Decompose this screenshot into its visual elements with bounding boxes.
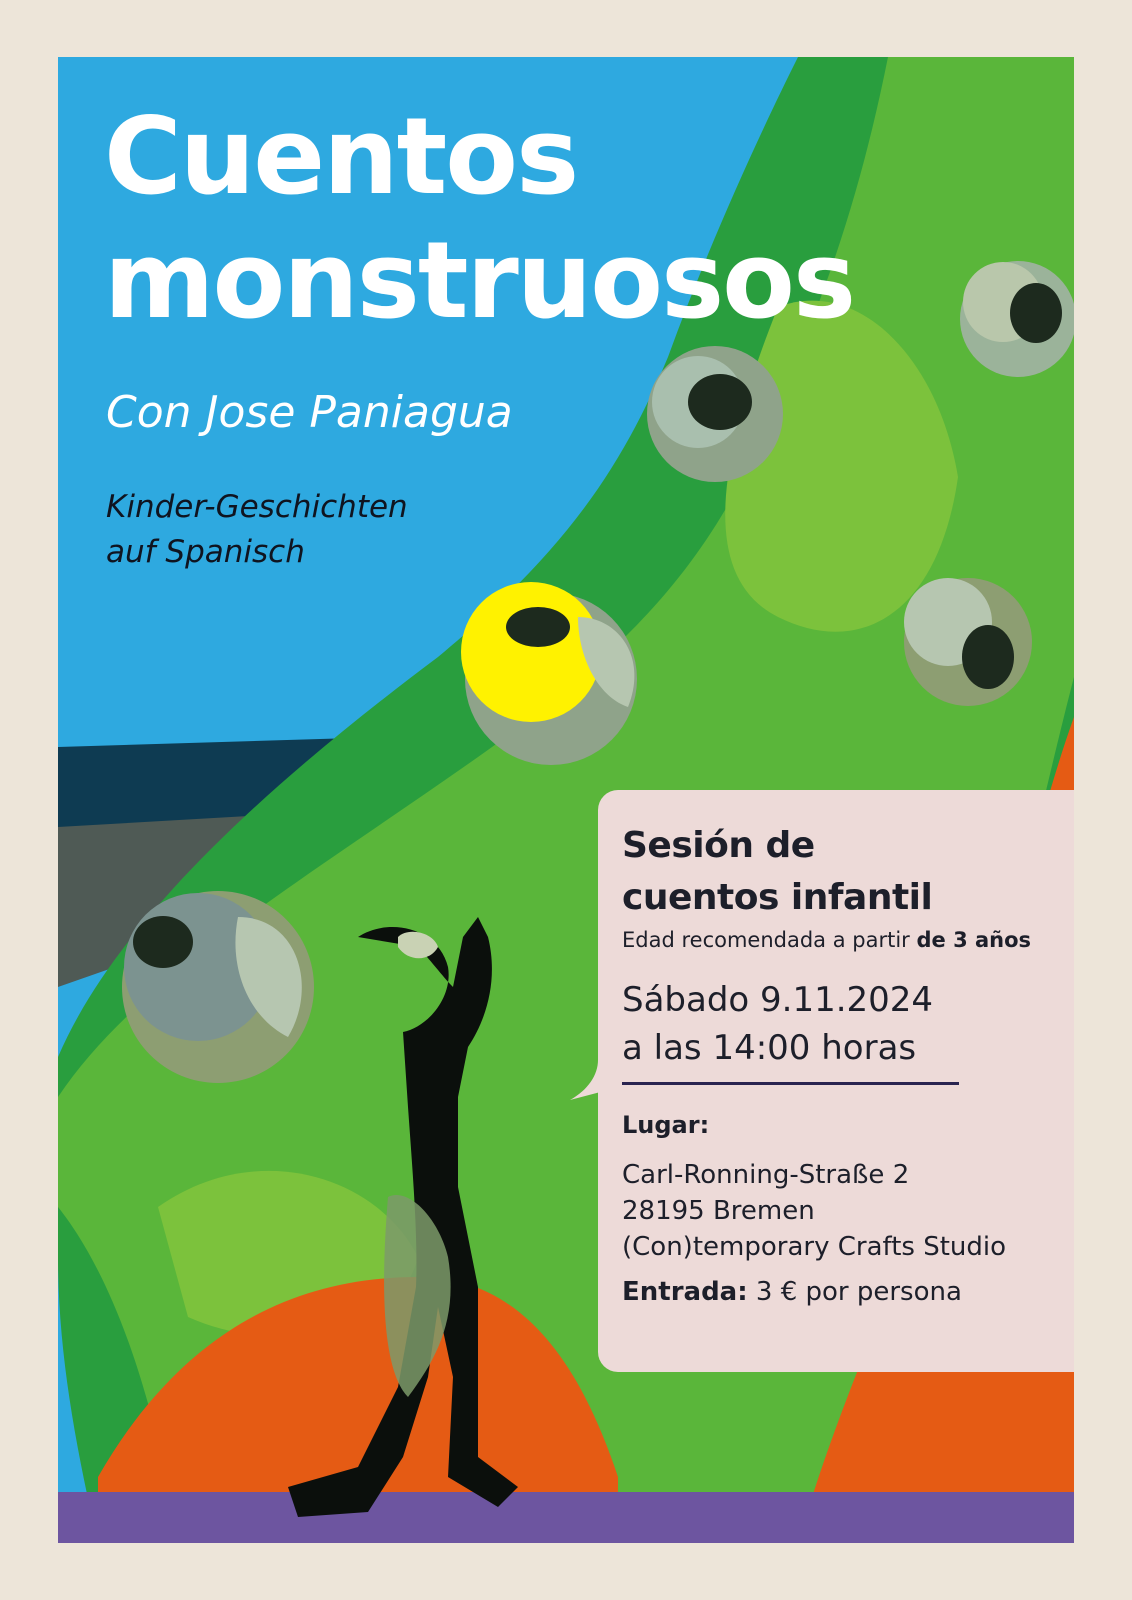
venue-address — [622, 1157, 1074, 1265]
poster — [58, 57, 1074, 1543]
age-prefix: Edad recomendada a partir — [622, 928, 910, 952]
tagline-line-2: auf Spanisch — [106, 534, 305, 570]
eye-left — [122, 891, 314, 1083]
session-heading-line-1: Sesión de — [622, 825, 815, 866]
place-label: Lugar: — [622, 1111, 710, 1139]
age-value: de 3 años — [916, 928, 1032, 952]
event-time: a las 14:00 horas — [622, 1028, 917, 1068]
admission-value: 3 € por persona — [755, 1277, 962, 1307]
presenter-subtitle: Con Jose Paniagua — [106, 387, 513, 438]
age-recommendation — [622, 928, 1074, 952]
eye-upper-middle — [647, 346, 783, 482]
title-line-2: monstruosos — [104, 219, 855, 342]
session-heading — [622, 820, 1074, 924]
address-street: Carl-Ronning-Straße 2 — [622, 1160, 910, 1190]
divider — [622, 1082, 959, 1085]
tagline — [106, 485, 408, 575]
admission-label: Entrada: — [622, 1277, 748, 1307]
event-date: Sábado 9.11.2024 — [622, 980, 934, 1020]
address-city: 28195 Bremen — [622, 1196, 815, 1226]
speech-bubble-tail — [568, 1060, 608, 1100]
session-heading-line-2: cuentos infantil — [622, 877, 933, 918]
eye-right — [904, 578, 1032, 706]
event-title — [104, 95, 854, 343]
address-venue: (Con)temporary Crafts Studio — [622, 1232, 1007, 1262]
eye-top-right — [960, 261, 1074, 377]
tagline-line-1: Kinder-Geschichten — [106, 489, 408, 525]
purple-floor — [58, 1492, 1074, 1543]
title-line-1: Cuentos — [104, 95, 578, 218]
event-info-card — [598, 790, 1074, 1372]
admission-price — [622, 1277, 1074, 1307]
event-datetime — [622, 976, 1074, 1072]
